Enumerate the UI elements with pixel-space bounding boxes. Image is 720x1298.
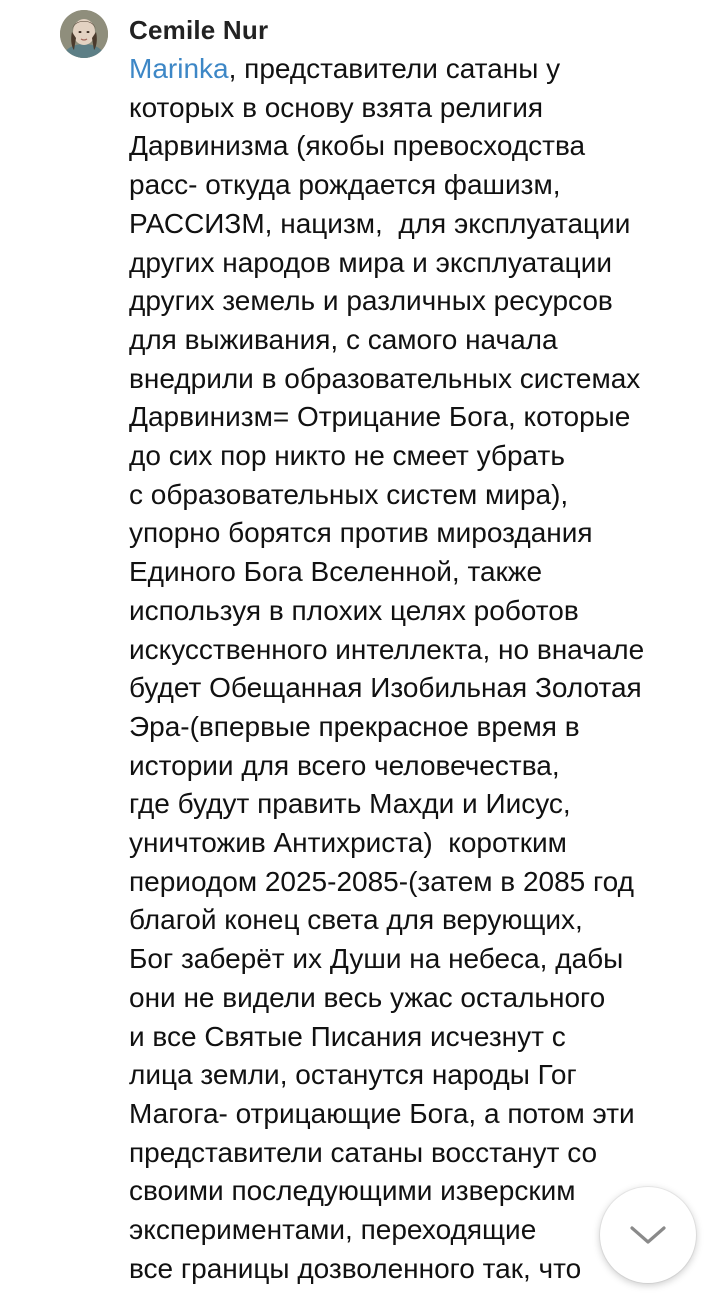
comment-line: других народов мира и эксплуатации bbox=[129, 246, 612, 278]
comment-line: экспериментами, переходящие bbox=[129, 1214, 537, 1246]
mention-link[interactable]: Marinka bbox=[129, 53, 229, 84]
comment-author[interactable]: Cemile Nur bbox=[129, 15, 269, 45]
comment-line: других земель и различных ресурсов bbox=[129, 285, 613, 317]
comment-line: до сих пор никто не смеет убрать bbox=[129, 440, 565, 472]
comment-line: и все Святые Писания исчезнут с bbox=[129, 1020, 566, 1052]
comment-line: представители сатаны восстанут со bbox=[129, 1136, 598, 1168]
comment-line: где будут править Махди и Иисус, bbox=[129, 788, 571, 820]
comment-line: внедрили в образовательных системах bbox=[129, 362, 641, 394]
comment-line: для выживания, с самого начала bbox=[129, 323, 558, 355]
comment-line: Единого Бога Вселенной, также bbox=[129, 556, 543, 588]
comment-line: используя в плохих целях роботов bbox=[129, 594, 579, 626]
comment-line: Эра-(впервые прекрасное время в bbox=[129, 710, 580, 742]
comment-line: Дарвинизм= Отрицание Бога, которые bbox=[129, 401, 631, 433]
comment-line: РАССИЗМ, нацизм, для эксплуатации bbox=[129, 207, 631, 239]
comment-line: Дарвинизма (якобы превосходства bbox=[129, 130, 586, 162]
comment-line: своими последующими изверским bbox=[129, 1175, 576, 1207]
comment-text bbox=[129, 50, 719, 1289]
avatar-photo bbox=[60, 10, 108, 58]
comment-line: упорно борятся против мироздания bbox=[129, 517, 593, 549]
comment-line: периодом 2025-2085-(затем в 2085 год bbox=[129, 865, 634, 897]
comment-line: Бог заберёт их Души на небеса, дабы bbox=[129, 943, 624, 975]
comment-line: все границы дозволенного так, что bbox=[129, 1252, 582, 1284]
comment-line: искусственного интеллекта, но вначале bbox=[129, 633, 645, 665]
comment-line: расс- откуда рождается фашизм, bbox=[129, 169, 561, 201]
comment-line: лица земли, останутся народы Гог bbox=[129, 1059, 577, 1091]
scroll-down-button[interactable] bbox=[600, 1187, 696, 1283]
comment-line: они не видели весь ужас остального bbox=[129, 981, 606, 1013]
comment-line: , представители сатаны у bbox=[228, 53, 561, 84]
comment-line: Магога- отрицающие Бога, а потом эти bbox=[129, 1097, 635, 1129]
avatar[interactable] bbox=[60, 10, 108, 58]
comment-line: которых в основу взята религия bbox=[129, 91, 544, 123]
comment-line: будет Обещанная Изобильная Золотая bbox=[129, 672, 642, 704]
comment-line: благой конец света для верующих, bbox=[129, 904, 583, 936]
comment-line: истории для всего человечества, bbox=[129, 749, 560, 781]
chevron-down-icon bbox=[628, 1223, 668, 1247]
comment-line: уничтожив Антихриста) коротким bbox=[129, 827, 567, 859]
comment-line: с образовательных систем мира), bbox=[129, 478, 569, 510]
